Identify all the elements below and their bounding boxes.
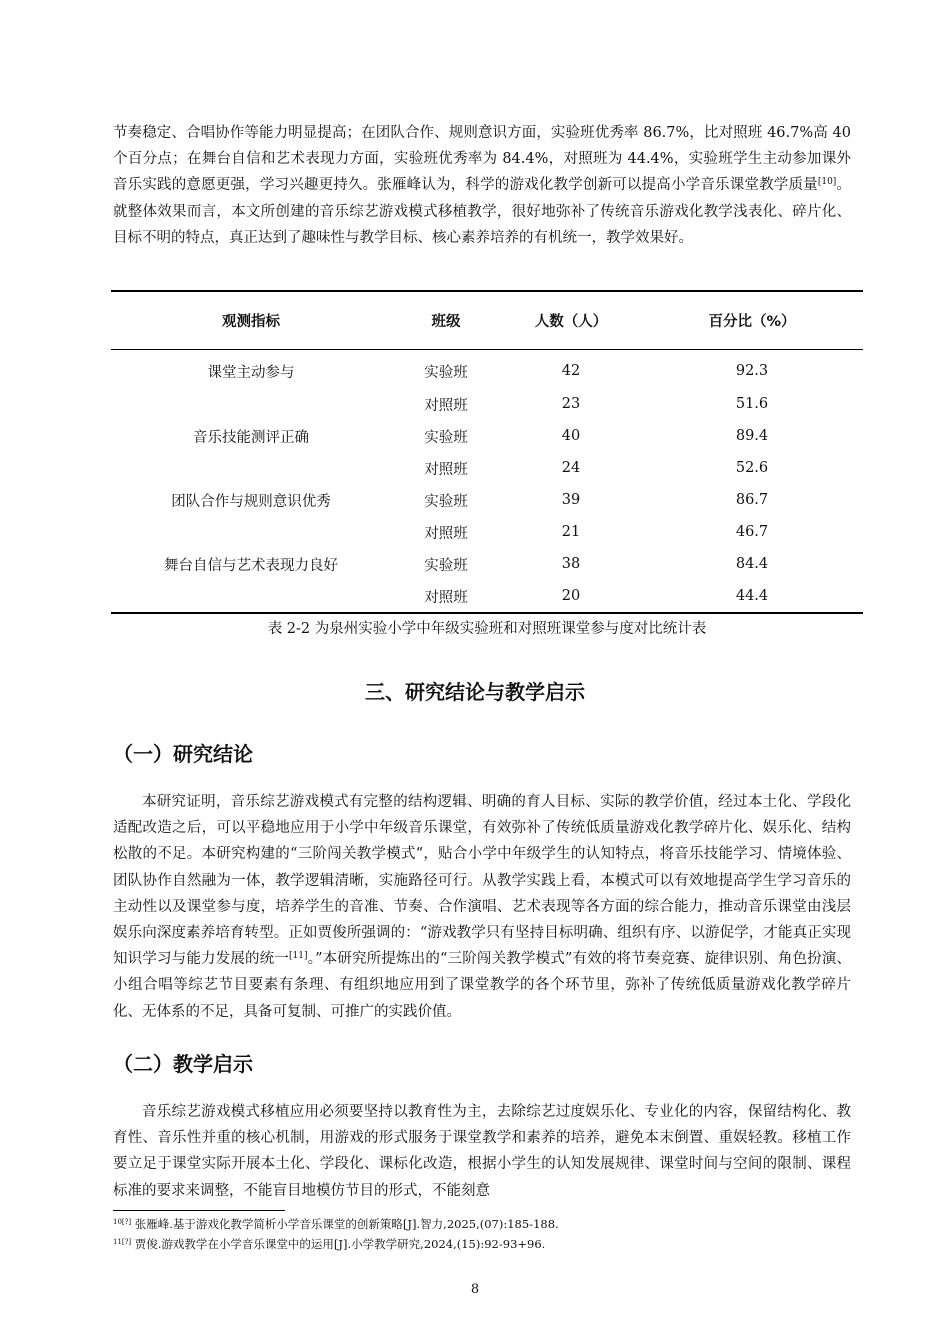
cell-count: 40 bbox=[561, 428, 581, 444]
footnote-mark: 10[?] bbox=[113, 1218, 132, 1226]
cell-percent: 86.7 bbox=[735, 492, 769, 508]
cell-count: 24 bbox=[561, 460, 581, 476]
cell-indicator: 音乐技能测评正确 bbox=[193, 429, 309, 446]
page-number: 8 bbox=[470, 1282, 480, 1297]
footnote-divider bbox=[113, 1210, 285, 1211]
cell-percent: 89.4 bbox=[735, 428, 769, 444]
cell-class: 实验班 bbox=[424, 493, 468, 510]
cell-indicator bbox=[111, 388, 391, 420]
cell-indicator: 课堂主动参与 bbox=[207, 364, 295, 381]
cell-count: 23 bbox=[561, 396, 581, 412]
header-count: 人数（人） bbox=[501, 291, 641, 350]
cell-indicator bbox=[111, 452, 391, 484]
table-row bbox=[111, 580, 863, 613]
cell-class: 对照班 bbox=[424, 397, 468, 414]
footnote-item bbox=[113, 1216, 559, 1232]
comparison-table bbox=[111, 290, 863, 614]
cell-class: 对照班 bbox=[424, 461, 468, 478]
table-row bbox=[111, 350, 863, 389]
subsection-title-implications: （二）教学启示 bbox=[113, 1052, 253, 1076]
cell-indicator bbox=[111, 516, 391, 548]
cell-percent: 46.7 bbox=[735, 524, 769, 540]
cell-count: 38 bbox=[561, 556, 581, 572]
cell-percent: 92.3 bbox=[735, 363, 769, 379]
intro-paragraph bbox=[113, 120, 851, 251]
section-title: 三、研究结论与教学启示 bbox=[365, 680, 585, 704]
intro-text-b: 。就整体效果而言，本文所创建的音乐综艺游戏模式移植教学，很好地弥补了传统音乐游戏化教学浅表化、碎片化、目标不明的特点，真正达到了趣味性与教学目标、核心素养培养的有机统一，教学效果好。 bbox=[113, 177, 851, 246]
citation-ref: [11] bbox=[289, 951, 308, 962]
cell-percent: 84.4 bbox=[735, 556, 769, 572]
cell-class: 对照班 bbox=[424, 525, 468, 542]
table-row bbox=[111, 548, 863, 580]
footnote-text: 贾俊.游戏教学在小学音乐课堂中的运用[J].小学教学研究,2024,(15):92-93+96. bbox=[131, 1237, 546, 1251]
cell-count: 21 bbox=[561, 524, 581, 540]
citation-ref: [10] bbox=[817, 177, 837, 188]
cell-count: 20 bbox=[501, 580, 641, 613]
table-row bbox=[111, 420, 863, 452]
footnote-text: 张雁峰.基于游戏化教学简析小学音乐课堂的创新策略[J].智力,2025,(07):185-188. bbox=[131, 1217, 559, 1231]
table-row bbox=[111, 484, 863, 516]
cell-percent: 44.4 bbox=[641, 580, 863, 613]
table-row bbox=[111, 388, 863, 420]
cell-indicator: 舞台自信与艺术表现力良好 bbox=[164, 557, 338, 574]
footnote-item bbox=[113, 1236, 545, 1252]
intro-text-a: 节奏稳定、合唱协作等能力明显提高；在团队合作、规则意识方面，实验班优秀率 86.7%，比对照班 46.7%高 40 个百分点；在舞台自信和艺术表现力方面，实验班优秀率为 84.4%，对照班为 44.4%，实验班学生主动参加课外音乐实践的意愿更强，学习兴趣更持久。张雁峰认为，科学的游戏化教学创新可以提高小学音乐课堂教学质量 bbox=[113, 125, 851, 194]
header-class: 班级 bbox=[391, 291, 501, 350]
cell-indicator: 团队合作与规则意识优秀 bbox=[171, 493, 331, 510]
header-indicator: 观测指标 bbox=[111, 291, 391, 350]
footnote-mark: 11[?] bbox=[113, 1238, 132, 1246]
conclusion-text-a: 本研究证明，音乐综艺游戏模式有完整的结构逻辑、明确的育人目标、实际的教学价值，经过本土化、学段化适配改造之后，可以平稳地应用于小学中年级音乐课堂，有效弥补了传统低质量游戏化教学碎片化、娱乐化、结构松散的不足。本研究构建的“三阶闯关教学模式“，贴合小学中年级学生的认知特点，将音乐技能学习、情境体验、团队协作自然融为一体，教学逻辑清晰，实施路径可行。从教学实践上看，本模式可以有效地提高学生学习音乐的主动性以及课堂参与度，培养学生的音准、节奏、合作演唱、艺术表现等各方面的综合能力，推动音乐课堂由浅层娱乐向深度素养培育转型。正如贾俊所强调的：“游戏教学只有坚持目标明确、组织有序、以游促学，才能真正实现知识学习与能力发展的统一 bbox=[113, 794, 851, 968]
table-header-row bbox=[111, 291, 863, 350]
cell-class: 实验班 bbox=[424, 557, 468, 574]
table-caption: 表 2-2 为泉州实验小学中年级实验班和对照班课堂参与度对比统计表 bbox=[267, 621, 707, 637]
cell-count: 42 bbox=[561, 363, 581, 379]
cell-class: 实验班 bbox=[424, 429, 468, 446]
cell-percent: 52.6 bbox=[735, 460, 769, 476]
cell-count: 39 bbox=[561, 492, 581, 508]
subsection-title-conclusion: （一）研究结论 bbox=[113, 742, 253, 766]
table-row bbox=[111, 516, 863, 548]
cell-class: 实验班 bbox=[424, 364, 468, 381]
conclusion-paragraph bbox=[113, 789, 851, 1025]
cell-class: 对照班 bbox=[391, 580, 501, 613]
header-percent: 百分比（%） bbox=[641, 291, 863, 350]
conclusion-text-b: 。”本研究所提炼出的“三阶闯关教学模式”有效的将节奏竞赛、旋律识别、角色扮演、小组合唱等综艺节目要素有条理、有组织地应用到了课堂教学的各个环节里，弥补了传统低质量游戏化教学碎片化、无体系的不足，具备可复制、可推广的实践价值。 bbox=[113, 951, 851, 1020]
cell-indicator bbox=[111, 580, 391, 613]
implications-paragraph: 音乐综艺游戏模式移植应用必须要坚持以教育性为主，去除综艺过度娱乐化、专业化的内容，保留结构化、教育性、音乐性并重的核心机制，用游戏的形式服务于课堂教学和素养的培养，避免本末倒置、重娱轻教。移植工作要立足于课堂实际开展本土化、学段化、课标化改造，根据小学生的认知发展规律、课堂时间与空间的限制、课程标准的要求来调整，不能盲目地模仿节目的形式，不能刻意 bbox=[113, 1104, 851, 1199]
cell-percent: 51.6 bbox=[735, 396, 769, 412]
table-row bbox=[111, 452, 863, 484]
